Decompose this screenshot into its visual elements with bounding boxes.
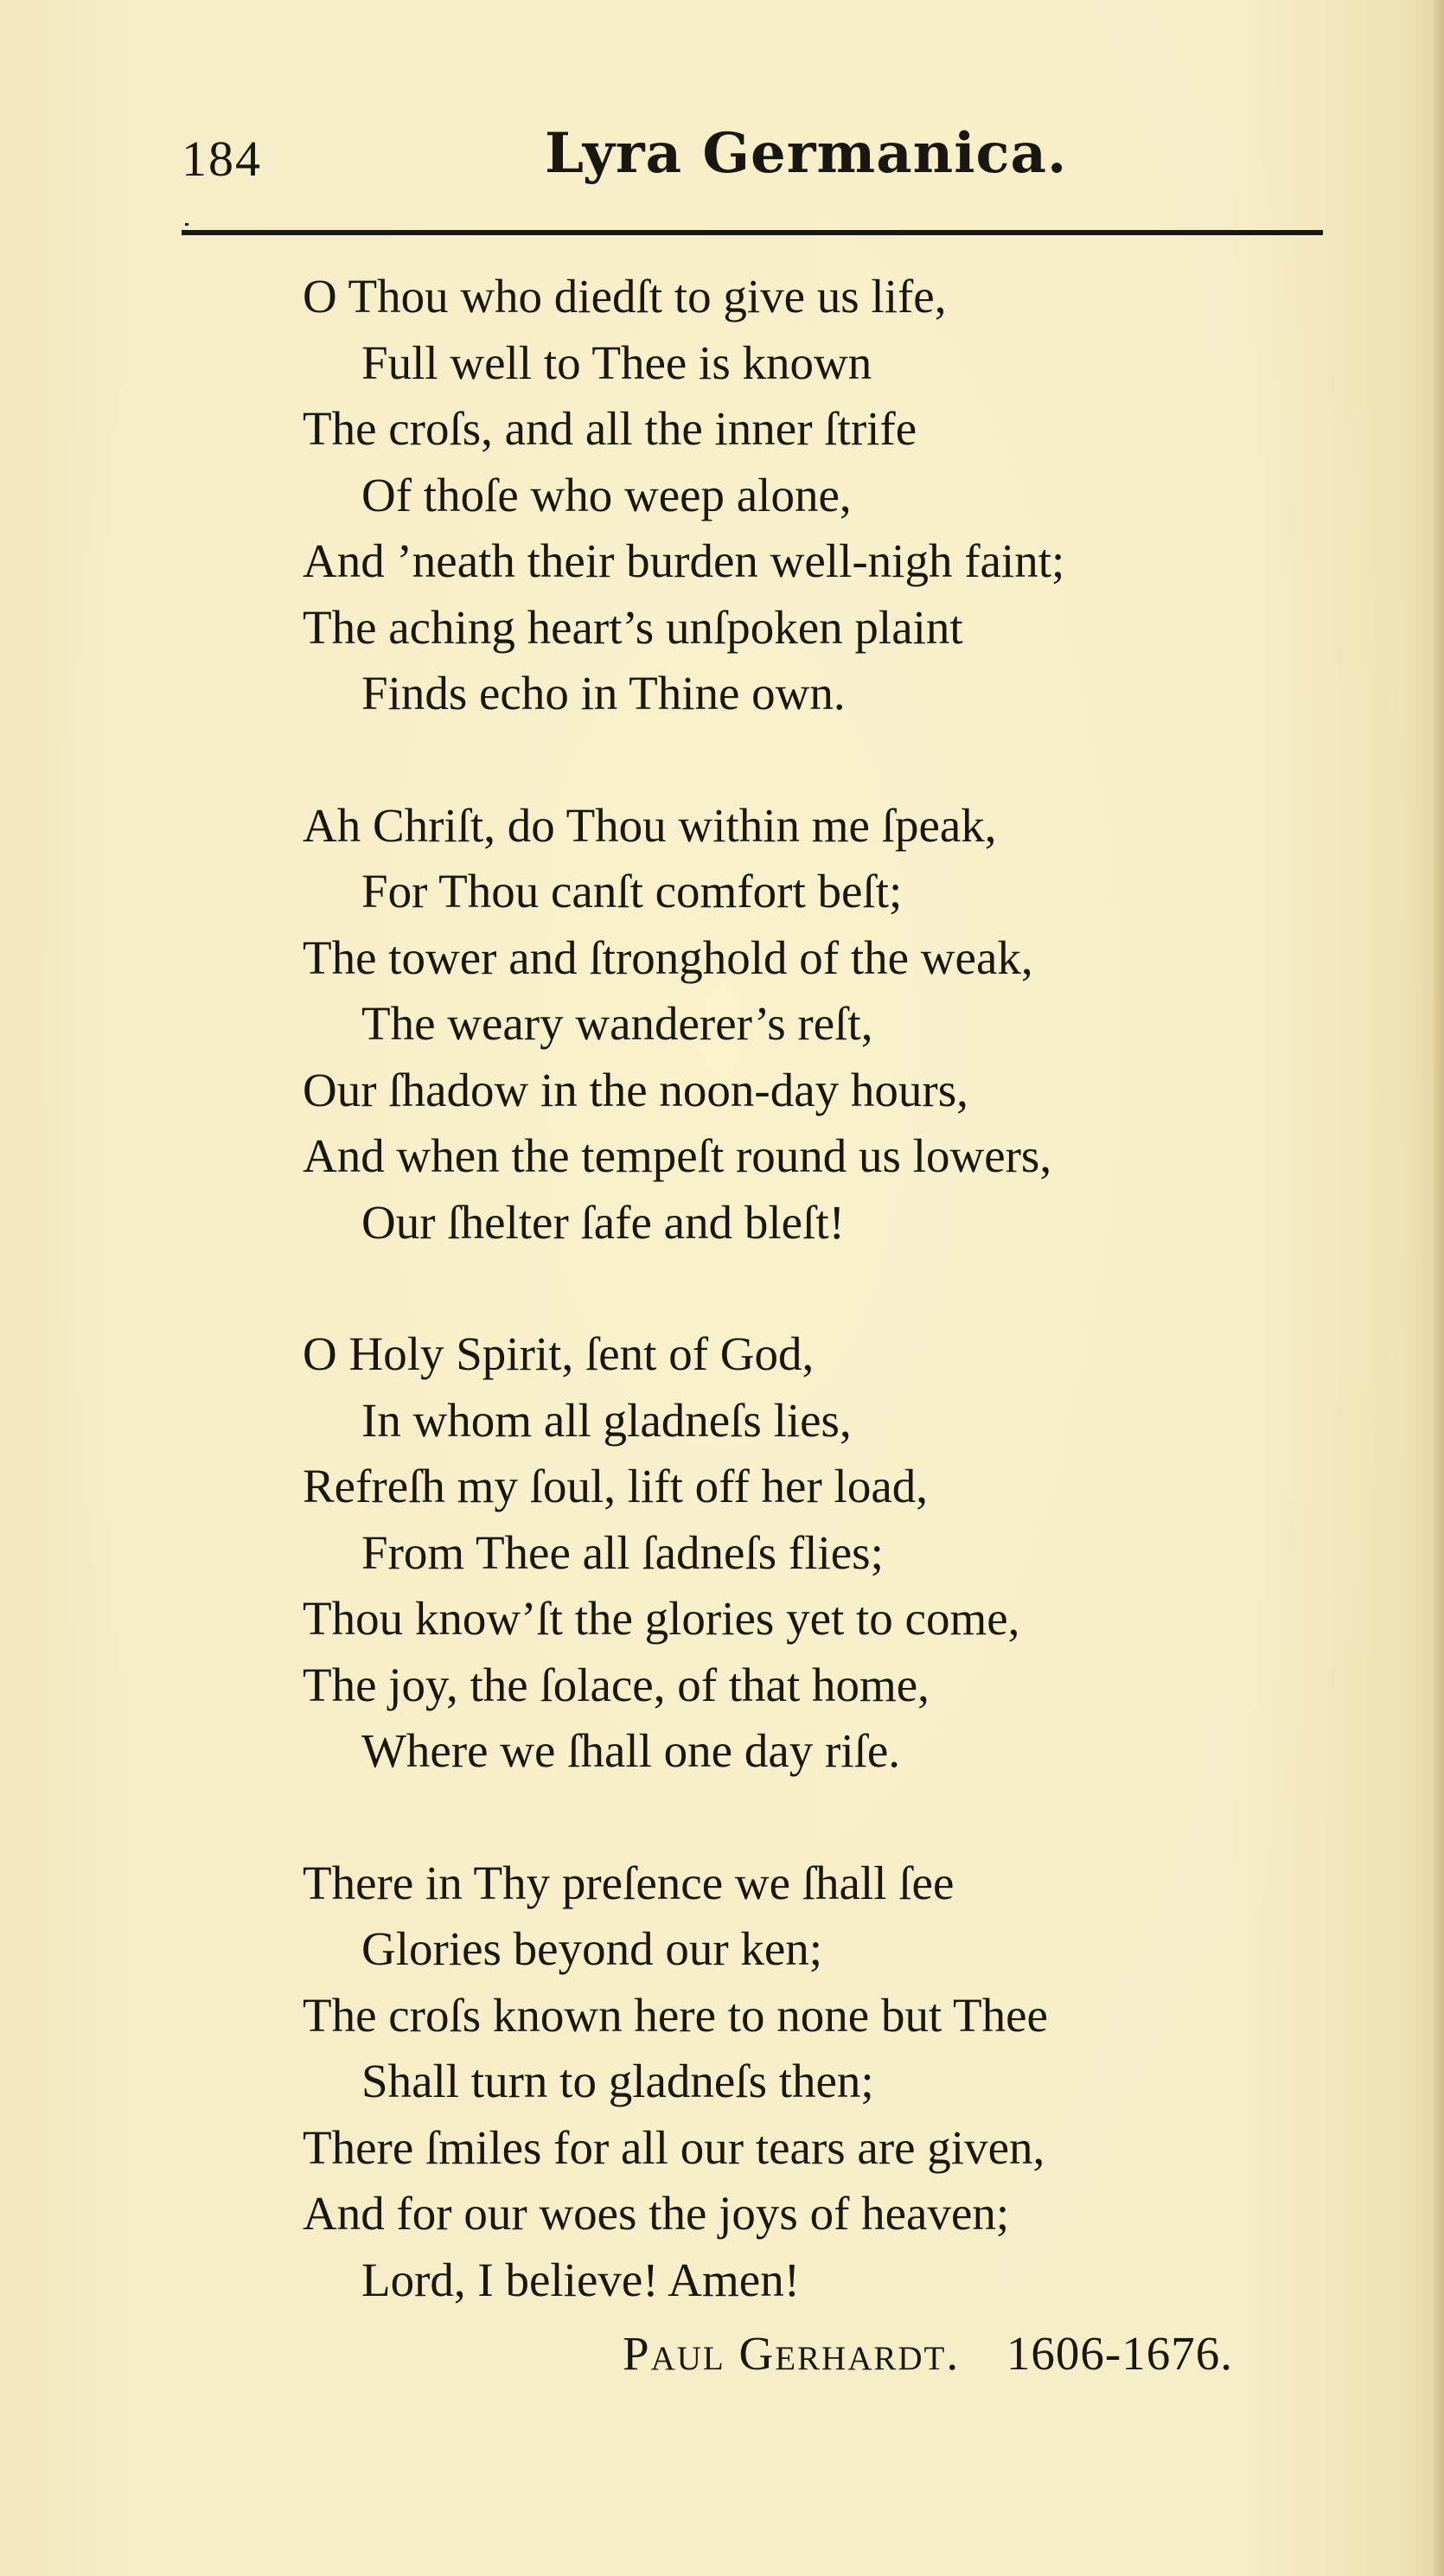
poem-line: And when the tempeſt round us lowers, [303,1129,1052,1182]
page-edge-shadow [1432,0,1444,2576]
poem-line: The joy, the ſolace, of that home, [303,1658,930,1711]
poem-line: Lord, I believe! Amen! [361,2253,801,2306]
poem-line: Of thoſe who weep alone, [361,468,852,521]
poem-line: O Thou who diedſt to give us life, [303,270,947,323]
poem-line: Where we ſhall one day riſe. [361,1724,901,1777]
stanza [303,264,1306,727]
attribution [623,2326,1233,2381]
poem-body [303,264,1306,2379]
poem-line: Finds echo in Thine own. [361,667,846,719]
header-rule-mark [185,223,188,226]
running-header [182,121,1323,208]
poem-line: From Thee all ſadneſs flies; [361,1525,884,1579]
poem-line: For Thou canſt comfort beſt; [361,865,903,917]
poem-line: The croſs, and all the inner ſtrife [303,402,917,455]
poem-line: The croſs known here to none but Thee [303,1988,1048,2042]
poem-line: Our ſhelter ſafe and bleſt! [361,1195,845,1249]
poem-line: Shall turn to gladneſs then; [361,2055,874,2107]
poem-line: There ſmiles for all our tears are given, [303,2120,1045,2174]
stanza [303,793,1306,1256]
header-rule [182,230,1323,235]
poem-line: Our ſhadow in the noon-day hours, [303,1063,968,1116]
poem-line: There in Thy preſence we ſhall ſee [303,1856,955,1909]
poem-line: O Holy Spirit, ſent of God, [303,1327,815,1380]
author-dates: 1606-1676. [1006,2327,1233,2380]
author-name: Paul Gerhardt. [623,2327,961,2380]
poem-line: In whom all gladneſs lies, [361,1393,852,1447]
poem-line: Thou know’ſt the glories yet to come, [303,1592,1020,1645]
poem-line: Refreſh my ſoul, lift off her load, [303,1460,928,1512]
poem-line: And for our woes the joys of heaven; [303,2187,1010,2240]
poem-line: And ’neath their burden well-nigh faint; [303,534,1065,587]
poem-line: The aching heart’s unſpoken plaint [303,600,963,654]
poem-line: The weary wanderer’s reſt, [361,997,873,1050]
poem-line: Ah Chriſt, do Thou within me ſpeak, [303,798,997,852]
poem-line: The tower and ſtronghold of the weak, [303,930,1033,984]
stanza [303,1851,1306,2314]
running-title: Lyra Germanica. [545,121,1068,186]
page-number: 184 [182,131,262,187]
poem-line: Full well to Thee is known [361,336,872,389]
stanza [303,1321,1306,1785]
poem-line: Glories beyond our ken; [361,1922,823,1975]
